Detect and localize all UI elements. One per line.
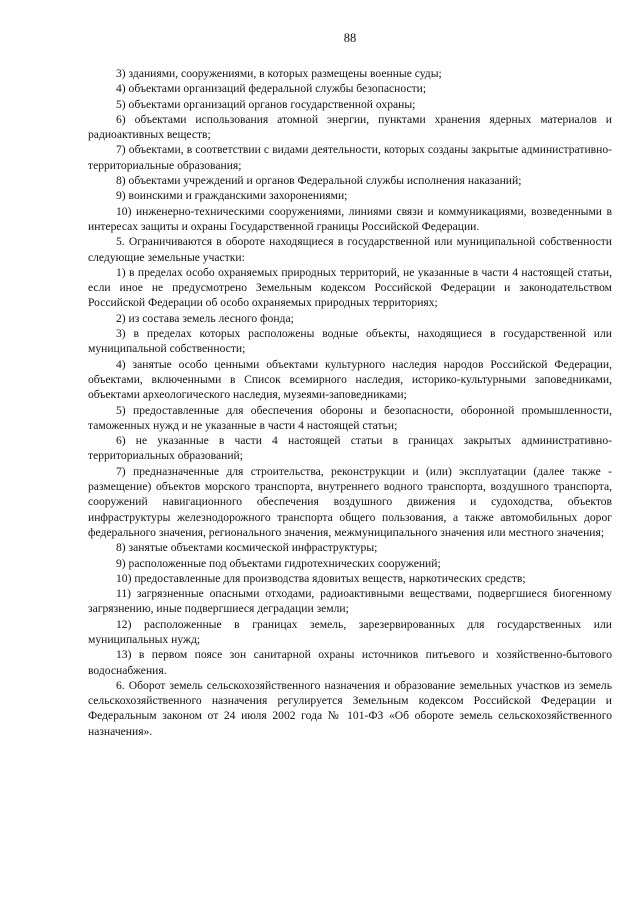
paragraph: 6) не указанные в части 4 настоящей статьи в границах закрытых административно-территориальных образований; xyxy=(88,434,612,463)
paragraph: 13) в первом поясе зон санитарной охраны источников питьевого и хозяйственно-бытового водоснабжения. xyxy=(88,648,612,677)
paragraph: 6) объектами использования атомной энергии, пунктами хранения ядерных материалов и радиоактивных веществ; xyxy=(88,112,612,142)
paragraph: 6. Оборот земель сельскохозяйственного назначения и образование земельных участков из земель сельскохозяйственного назначения регулируется Земельным кодексом Российской Федерации и Федеральным законом от 24 июля 2002 года № 101-ФЗ «Об обороте земель сельскохозяйственного назначения». xyxy=(88,678,612,738)
paragraph: 9) воинскими и гражданскими захоронениями; xyxy=(116,189,348,203)
paragraph: 8) занятые объектами космической инфраструктуры; xyxy=(116,541,378,555)
paragraph: 5. Ограничиваются в обороте находящиеся в государственной или муниципальной собственности следующие земельные участки: xyxy=(88,235,612,264)
paragraph: 7) объектами, в соответствии с видами деятельности, которых созданы закрытые административно-территориальные образования; xyxy=(88,143,612,172)
paragraph: 12) расположенные в границах земель, зарезервированных для государственных или муниципальных нужд; xyxy=(88,617,612,646)
paragraph: 5) предоставленные для обеспечения обороны и безопасности, оборонной промышленности, таможенных нужд и не указанные в части 4 настоящей статьи; xyxy=(88,403,612,432)
paragraph: 3) в пределах которых расположены водные объекты, находящиеся в государственной или муниципальной собственности; xyxy=(88,327,612,356)
paragraph: 3) зданиями, сооружениями, в которых размещены военные суды; xyxy=(116,67,442,80)
paragraph: 7) предназначенные для строительства, реконструкции и (или) эксплуатации (далее также - размещение) объектов морского транспорта, внутреннего водного транспорта, воздушного транспорта, сооружений навигационного обеспечения воздушного движения и судоходства, объектов инфраструктуры железнодорожного транспорта общего пользования, а также автомобильных дорог федерального значения, регионального значения, межмуниципального значения или местного значения; xyxy=(88,464,612,539)
paragraph: 8) объектами учреждений и органов Федеральной службы исполнения наказаний; xyxy=(116,174,522,188)
paragraph: 4) занятые особо ценными объектами культурного наследия народов Российской Федерации, объектами, включенными в Список всемирного наследия, историко-культурными заповедниками, объектами археологического наследия, музеями-заповедниками; xyxy=(88,357,612,402)
paragraph: 11) загрязненные опасными отходами, радиоактивными веществами, подвергшиеся биогенному загрязнению, иные подвергшиеся деградации земли; xyxy=(88,587,612,616)
paragraph: 4) объектами организаций федеральной службы безопасности; xyxy=(116,82,427,96)
paragraph: 2) из состава земель лесного фонда; xyxy=(116,311,294,325)
paragraph: 1) в пределах особо охраняемых природных территорий, не указанные в части 4 настоящей статьи, если иное не предусмотрено Земельным кодексом Российской Федерации и законодательством Российской Федерации об особо охраняемых природных территориях; xyxy=(88,265,612,310)
paragraph: 5) объектами организаций органов государственной охраны; xyxy=(116,97,416,111)
document-body xyxy=(88,66,612,739)
page-number: 88 xyxy=(343,31,357,45)
paragraph: 9) расположенные под объектами гидротехнических сооружений; xyxy=(116,556,441,570)
paragraph: 10) предоставленные для производства ядовитых веществ, наркотических средств; xyxy=(116,571,526,585)
paragraph: 10) инженерно-техническими сооружениями, линиями связи и коммуникациями, возведенными в интересах защиты и охраны Государственной границы Российской Федерации. xyxy=(88,204,612,233)
